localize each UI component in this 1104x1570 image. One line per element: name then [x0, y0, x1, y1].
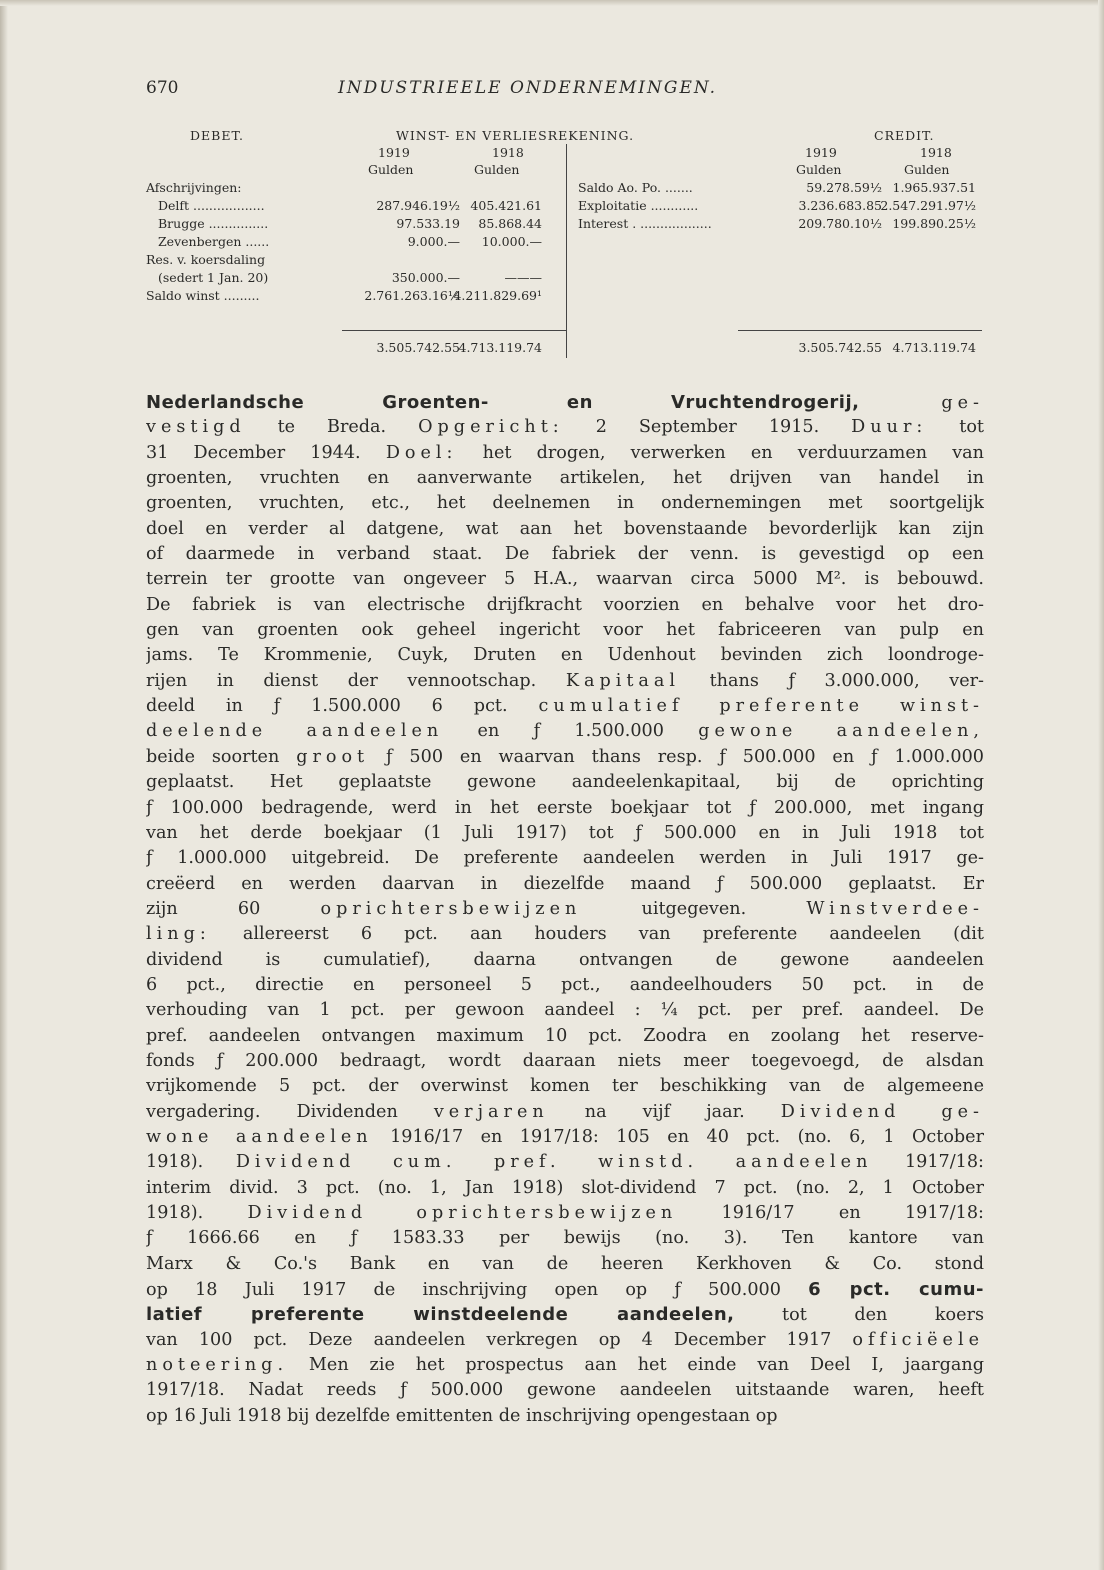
page-edge-top	[0, 0, 1104, 6]
text-line	[146, 618, 984, 643]
debit-row-1919: 97.533.19	[396, 216, 460, 231]
text-line	[146, 491, 984, 516]
debit-row-label: Res. v. koersdaling	[146, 252, 266, 267]
text-line	[146, 897, 984, 922]
debit-currency-1918: Gulden	[474, 162, 520, 177]
credit-year-1919: 1919	[805, 145, 837, 160]
spaced-keyword-text: verjaren	[433, 1101, 549, 1122]
debit-group-label: Afschrijvingen:	[146, 180, 242, 195]
debit-row-1918: 4.211.829.69¹	[453, 288, 542, 303]
debit-currency-1919: Gulden	[368, 162, 414, 177]
body-text: zijn 60	[146, 898, 321, 919]
text-line	[146, 821, 984, 846]
text-line	[146, 846, 984, 871]
body-text: 6 pct., directie en personeel 5 pct., aandeelhouders 50 pct. in de	[146, 974, 984, 995]
debit-year-1919: 1919	[378, 145, 410, 160]
spaced-keyword-text: oprichtersbewijzen	[320, 898, 582, 919]
text-line	[146, 796, 984, 821]
body-text: fonds ƒ 200.000 bedraagt, wordt daaraan niets meer toegevoegd, de alsdan	[146, 1050, 984, 1071]
account-divider	[566, 144, 567, 358]
body-text: en ƒ 1.500.000	[443, 721, 699, 742]
body-text: creëerd en werden daarvan in diezelfde maand ƒ 500.000 geplaatst. Er	[146, 873, 984, 894]
body-text: allereerst 6 pct. aan houders van preferente aandeelen (dit	[210, 924, 984, 945]
spaced-keyword-text: Kapitaal	[565, 670, 681, 691]
debit-total-1918: 4.713.119.74	[458, 340, 542, 355]
credit-total-1918: 4.713.119.74	[892, 340, 976, 355]
text-line	[146, 1150, 984, 1175]
credit-row-1919: 3.236.683.85	[798, 198, 882, 213]
body-text: dividend is cumulatief), daarna ontvangen de gewone aandeelen	[146, 949, 984, 970]
credit-row-1918: 199.890.25½	[892, 216, 976, 231]
body-text: 1918).	[146, 1203, 248, 1223]
debit-label: DEBET.	[190, 128, 244, 143]
text-line	[146, 1049, 984, 1074]
debit-row-label: Delft ..................	[158, 198, 265, 213]
body-text: uitgegeven.	[581, 898, 807, 919]
debit-row-label: Brugge ...............	[158, 216, 269, 231]
body-text: 1916/17 en 1917/18: 105 en 40 pct. (no. 6, 1 October	[372, 1126, 984, 1147]
spaced-keyword-text: Dividend oprichtersbewijzen	[247, 1203, 678, 1223]
body-text: ƒ 1.000.000 uitgebreid. De preferente aandeelen werden in Juli 1917 ge-	[146, 848, 984, 869]
text-line	[146, 1226, 984, 1251]
text-line	[146, 466, 984, 491]
spaced-keyword-text: ling:	[146, 924, 211, 945]
text-line	[146, 1252, 984, 1277]
text-line	[146, 770, 984, 795]
text-line	[146, 1404, 984, 1429]
text-line	[146, 517, 984, 542]
debit-row-1918: 85.868.44	[478, 216, 542, 231]
credit-row-1918: 1.965.937.51	[892, 180, 976, 195]
body-text: De fabriek is van electrische drijfkracht voorzien en behalve voor het dro-	[146, 594, 984, 615]
text-line	[146, 745, 984, 770]
debit-total-1919: 3.505.742.55	[376, 340, 460, 355]
body-text: groenten, vruchten en aanverwante artikelen, het drijven van handel in	[146, 468, 984, 489]
spaced-keyword-text: deelende aandeelen	[146, 721, 444, 742]
text-line	[146, 1328, 984, 1353]
body-text: 1916/17 en 1917/18:	[677, 1203, 984, 1223]
credit-year-1918: 1918	[920, 145, 952, 160]
spaced-keyword-text: Winstverdee-	[806, 898, 984, 919]
text-line	[146, 1353, 984, 1378]
spaced-keyword-text: gewone aandeelen,	[698, 721, 984, 742]
debit-total-rule	[342, 330, 566, 331]
page-number: 670	[146, 78, 179, 98]
spaced-keyword-text: Dividend cum. pref. winstd. aandeelen	[235, 1152, 873, 1173]
debit-row-1918: ———	[504, 270, 542, 285]
debit-row-1919: 2.761.263.16½	[364, 288, 460, 303]
page-edge-right	[1098, 0, 1104, 1570]
text-line	[146, 998, 984, 1023]
spaced-keyword-text: officiëele	[852, 1329, 984, 1350]
debit-row-1919: 9.000.—	[407, 234, 460, 249]
credit-row-label: Saldo Ao. Po. .......	[578, 180, 693, 195]
bold-heading-text: latief preferente winstdeelende aandeelen,	[146, 1304, 735, 1326]
text-line	[146, 415, 984, 440]
body-text: verhouding van 1 pct. per gewoon aandeel : ¼ pct. per pref. aandeel. De	[146, 1000, 984, 1021]
debit-row-1919: 287.946.19½	[376, 198, 460, 213]
credit-currency-1918: Gulden	[904, 162, 950, 177]
debit-row-label: Saldo winst .........	[146, 288, 260, 303]
text-line	[146, 593, 984, 618]
running-header	[146, 78, 986, 102]
body-text: terrein ter grootte van ongeveer 5 H.A., waarvan circa 5000 M². is bebouwd.	[146, 569, 984, 590]
body-text: van 100 pct. Deze aandeelen verkregen op 4 December 1917	[146, 1329, 853, 1350]
text-line	[146, 567, 984, 592]
text-line	[146, 1176, 984, 1201]
company-description	[146, 390, 984, 1429]
text-line	[146, 922, 984, 947]
body-text: ƒ 1666.66 en ƒ 1583.33 per bewijs (no. 3). Ten kantore van	[146, 1228, 984, 1249]
credit-currency-1919: Gulden	[796, 162, 842, 177]
text-line	[146, 1024, 984, 1049]
body-text: geplaatst. Het geplaatste gewone aandeelenkapitaal, bij de oprichting	[146, 772, 984, 793]
body-text: tot	[927, 417, 984, 438]
body-text: 31 December 1944.	[146, 442, 386, 463]
spaced-keyword-text: cumulatief preferente winst-	[538, 696, 984, 717]
body-text: het drogen, verwerken en verduurzamen van	[457, 442, 984, 463]
credit-row-label: Exploitatie ............	[578, 198, 699, 213]
debit-row-1919: 350.000.—	[391, 270, 460, 285]
body-text: thans ƒ 3.000.000, ver-	[680, 670, 984, 691]
body-text: pref. aandeelen ontvangen maximum 10 pct. Zoodra en zoolang het reserve-	[146, 1025, 984, 1046]
body-text: na vijf jaar.	[548, 1101, 781, 1122]
body-text: deeld in ƒ 1.500.000 6 pct.	[146, 696, 539, 717]
body-text: vrijkomende 5 pct. der overwinst komen ter beschikking van de algemeene	[146, 1076, 984, 1097]
bold-heading-text: 6 pct. cumu-	[808, 1279, 984, 1301]
text-line	[146, 1302, 984, 1327]
account-title: WINST- EN VERLIESREKENING.	[396, 128, 635, 143]
spaced-keyword-text: Opgericht:	[418, 417, 564, 438]
spaced-keyword-text: groot	[296, 746, 370, 767]
debit-row-label: Zevenbergen ......	[158, 234, 270, 249]
spaced-keyword-text: Doel:	[385, 442, 458, 463]
debit-row-label: (sedert 1 Jan. 20)	[158, 270, 269, 285]
page-edge-left	[0, 0, 8, 1570]
text-line	[146, 1378, 984, 1403]
credit-label: CREDIT.	[874, 128, 935, 143]
text-line	[146, 948, 984, 973]
body-text: beide soorten	[146, 746, 297, 767]
body-text: Marx & Co.'s Bank en van de heeren Kerkhoven & Co. stond	[146, 1253, 984, 1274]
credit-total-rule	[738, 330, 982, 331]
spaced-keyword-text: wone aandeelen	[146, 1126, 373, 1147]
body-text: 2 September 1915.	[563, 417, 852, 438]
body-text: ƒ 500 en waarvan thans resp. ƒ 500.000 en ƒ 1.000.000	[369, 746, 984, 767]
body-text: doel en verder al datgene, wat aan het bovenstaande bevorderlijk kan zijn	[146, 518, 984, 539]
spaced-keyword-text: noteering.	[146, 1355, 289, 1376]
body-text: groenten, vruchten, etc., het deelnemen in ondernemingen met soortgelijk	[146, 493, 984, 514]
body-text: te Breda.	[245, 417, 419, 438]
debit-year-1918: 1918	[492, 145, 524, 160]
text-line	[146, 1277, 984, 1302]
body-text: Men zie het prospectus aan het einde van Deel I, jaargang	[288, 1355, 984, 1376]
text-line	[146, 1125, 984, 1150]
running-title: INDUSTRIEELE ONDERNEMINGEN.	[338, 78, 718, 98]
text-line	[146, 390, 984, 415]
text-line	[146, 542, 984, 567]
debit-row-1918: 10.000.—	[481, 234, 542, 249]
credit-row-1919: 209.780.10½	[798, 216, 882, 231]
bold-heading-text: Nederlandsche Groenten- en Vruchtendrogerij,	[146, 392, 860, 413]
spaced-keyword-text: vestigd	[146, 417, 246, 438]
body-text: op 18 Juli 1917 de inschrijving open op ƒ 500.000	[146, 1280, 809, 1301]
credit-row-1919: 59.278.59½	[806, 180, 882, 195]
spaced-keyword-text: Duur:	[851, 417, 928, 438]
text-line	[146, 1100, 984, 1125]
spaced-keyword-text: Dividend ge-	[780, 1101, 984, 1122]
text-line	[146, 872, 984, 897]
credit-total-1919: 3.505.742.55	[798, 340, 882, 355]
body-text: gen van groenten ook geheel ingericht voor het fabriceeren van pulp en	[146, 620, 984, 641]
text-line	[146, 719, 984, 744]
body-text: vergadering. Dividenden	[146, 1101, 434, 1122]
body-text: van het derde boekjaar (1 Juli 1917) tot ƒ 500.000 en in Juli 1918 tot	[146, 822, 984, 843]
spaced-keyword-text: ge-	[859, 393, 984, 413]
body-text: ƒ 100.000 bedragende, werd in het eerste boekjaar tot ƒ 200.000, met ingang	[146, 797, 984, 818]
text-line	[146, 694, 984, 719]
text-line	[146, 643, 984, 668]
text-line	[146, 1201, 984, 1226]
body-text: 1917/18:	[872, 1152, 984, 1173]
body-text: 1917/18. Nadat reeds ƒ 500.000 gewone aandeelen uitstaande waren, heeft	[146, 1380, 984, 1401]
body-text: interim divid. 3 pct. (no. 1, Jan 1918) slot-dividend 7 pct. (no. 2, 1 October	[146, 1177, 984, 1198]
text-line	[146, 1074, 984, 1099]
debit-row-1918: 405.421.61	[470, 198, 542, 213]
body-text: op 16 Juli 1918 bij dezelfde emittenten de inschrijving opengestaan op	[146, 1405, 778, 1426]
text-line	[146, 669, 984, 694]
profit-loss-account	[146, 128, 986, 368]
credit-row-label: Interest . ..................	[578, 216, 712, 231]
body-text: 1918).	[146, 1152, 236, 1173]
body-text: of daarmede in verband staat. De fabriek der venn. is gevestigd op een	[146, 544, 984, 565]
body-text: rijen in dienst der vennootschap.	[146, 670, 566, 691]
text-line	[146, 441, 984, 466]
body-text: tot den koers	[734, 1305, 984, 1326]
body-text: jams. Te Krommenie, Cuyk, Druten en Udenhout bevinden zich loondroge-	[146, 645, 984, 666]
credit-row-1918: 2.547.291.97½	[880, 198, 976, 213]
text-line	[146, 973, 984, 998]
